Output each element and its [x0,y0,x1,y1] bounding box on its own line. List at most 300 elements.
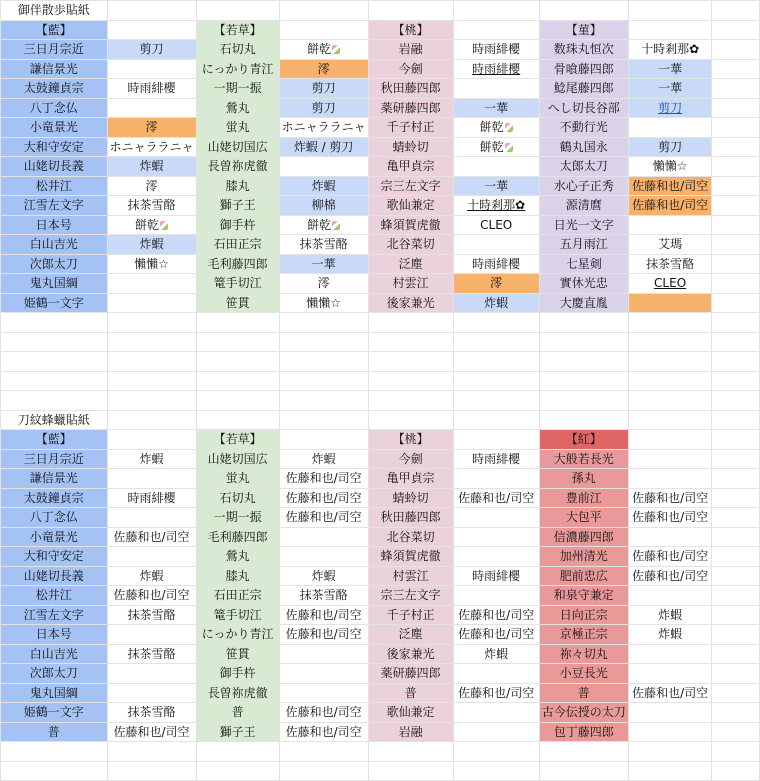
cell[interactable] [628,527,712,547]
cell[interactable] [628,20,712,40]
cell[interactable] [107,391,196,411]
cell[interactable] [1,215,108,235]
cell[interactable] [1,235,108,255]
cell[interactable] [1,293,108,313]
cell[interactable] [539,547,628,567]
cell[interactable] [1,98,108,118]
cell[interactable] [712,196,760,216]
cell[interactable] [368,157,453,177]
cell[interactable] [453,235,539,255]
cell[interactable] [712,605,760,625]
cell[interactable] [368,410,453,430]
cell[interactable] [539,391,628,411]
cell[interactable] [1,176,108,196]
cell[interactable] [107,664,196,684]
cell[interactable] [196,79,279,99]
cell[interactable] [368,488,453,508]
cell[interactable] [712,215,760,235]
cell[interactable] [107,79,196,99]
cell[interactable] [107,449,196,469]
cell[interactable] [628,352,712,372]
cell[interactable] [107,625,196,645]
cell[interactable] [453,332,539,352]
cell[interactable] [107,488,196,508]
cell[interactable] [107,469,196,489]
cell[interactable] [279,157,368,177]
cell[interactable] [107,430,196,450]
cell[interactable] [712,488,760,508]
cell[interactable] [628,176,712,196]
cell[interactable] [107,742,196,762]
cell[interactable] [368,586,453,606]
cell[interactable] [1,586,108,606]
cell[interactable] [1,488,108,508]
cell[interactable] [196,215,279,235]
cell[interactable] [1,313,108,333]
cell[interactable] [712,79,760,99]
section-title[interactable]: 御伴散歩貼紙 [1,1,108,21]
cell[interactable] [453,371,539,391]
cell[interactable] [539,59,628,79]
cell[interactable] [1,59,108,79]
cell[interactable] [1,703,108,723]
cell[interactable] [368,352,453,372]
cell[interactable] [539,683,628,703]
cell[interactable] [539,449,628,469]
cell[interactable] [628,98,712,118]
cell[interactable] [1,371,108,391]
cell[interactable] [539,469,628,489]
cell[interactable] [107,508,196,528]
cell[interactable] [453,254,539,274]
cell[interactable] [107,722,196,742]
cell[interactable] [453,469,539,489]
cell[interactable] [196,742,279,762]
cell[interactable] [1,254,108,274]
cell[interactable] [453,586,539,606]
cell[interactable] [368,605,453,625]
cell[interactable] [368,371,453,391]
cell[interactable] [453,722,539,742]
cell[interactable] [196,469,279,489]
cell[interactable] [196,293,279,313]
cell[interactable] [279,215,368,235]
cell[interactable] [279,20,368,40]
cell[interactable] [712,430,760,450]
cell[interactable] [196,508,279,528]
cell[interactable] [196,703,279,723]
cell[interactable] [712,254,760,274]
cell[interactable] [196,391,279,411]
cell[interactable] [453,40,539,60]
cell[interactable] [628,722,712,742]
cell[interactable] [453,274,539,294]
cell[interactable] [712,176,760,196]
cell[interactable] [107,40,196,60]
cell[interactable] [196,352,279,372]
cell[interactable] [628,742,712,762]
cell[interactable] [368,79,453,99]
cell[interactable] [107,547,196,567]
cell[interactable] [196,196,279,216]
cell[interactable] [628,371,712,391]
cell[interactable] [279,683,368,703]
cell[interactable] [453,118,539,138]
cell[interactable] [107,59,196,79]
cell[interactable] [1,449,108,469]
cell[interactable] [453,1,539,21]
cell[interactable] [196,722,279,742]
cell[interactable] [279,722,368,742]
cell[interactable] [628,40,712,60]
cell[interactable] [453,644,539,664]
cell[interactable] [107,137,196,157]
cell[interactable] [368,215,453,235]
cell[interactable] [453,293,539,313]
cell[interactable] [539,488,628,508]
cell[interactable] [453,625,539,645]
cell[interactable] [453,410,539,430]
cell[interactable] [628,488,712,508]
cell[interactable] [368,761,453,781]
cell[interactable] [1,508,108,528]
cell[interactable] [196,118,279,138]
cell[interactable] [368,469,453,489]
cell[interactable] [368,508,453,528]
cell[interactable] [368,176,453,196]
cell[interactable] [712,293,760,313]
cell[interactable] [196,586,279,606]
cell[interactable] [1,391,108,411]
cell[interactable] [628,508,712,528]
cell[interactable] [539,410,628,430]
cell[interactable] [628,196,712,216]
cell[interactable] [539,215,628,235]
section-title[interactable]: 刀紋蜂蠟貼紙 [1,410,108,430]
cell[interactable] [196,176,279,196]
cell[interactable] [368,547,453,567]
cell[interactable] [196,40,279,60]
cell[interactable] [453,430,539,450]
cell[interactable] [628,430,712,450]
cell[interactable] [196,313,279,333]
cell[interactable] [712,371,760,391]
cell[interactable] [1,118,108,138]
cell[interactable] [453,664,539,684]
cell[interactable] [368,274,453,294]
cell[interactable] [712,118,760,138]
cell[interactable] [539,722,628,742]
cell[interactable] [628,644,712,664]
cell[interactable] [453,176,539,196]
cell[interactable] [539,625,628,645]
cell[interactable] [628,332,712,352]
cell[interactable] [628,761,712,781]
cell[interactable] [1,430,108,450]
cell[interactable] [628,605,712,625]
cell[interactable] [279,40,368,60]
cell[interactable] [368,664,453,684]
cell[interactable] [196,332,279,352]
cell[interactable] [1,137,108,157]
cell[interactable] [628,566,712,586]
cell[interactable] [279,196,368,216]
cell[interactable] [279,176,368,196]
cell[interactable] [1,644,108,664]
cell[interactable] [712,1,760,21]
cell[interactable] [539,20,628,40]
cell[interactable] [628,274,712,294]
cell[interactable] [279,59,368,79]
cell[interactable] [1,664,108,684]
cell[interactable] [712,742,760,762]
cell[interactable] [107,274,196,294]
cell[interactable] [539,313,628,333]
cell[interactable] [107,644,196,664]
cell[interactable] [712,683,760,703]
cell[interactable] [279,410,368,430]
cell[interactable] [712,40,760,60]
cell[interactable] [196,274,279,294]
cell[interactable] [196,644,279,664]
cell[interactable] [453,137,539,157]
cell[interactable] [453,703,539,723]
cell[interactable] [453,605,539,625]
cell[interactable] [628,79,712,99]
cell[interactable] [453,527,539,547]
cell[interactable] [628,469,712,489]
cell[interactable] [712,59,760,79]
cell[interactable] [628,625,712,645]
cell[interactable] [107,761,196,781]
cell[interactable] [539,703,628,723]
cell[interactable] [628,254,712,274]
cell[interactable] [1,722,108,742]
cell[interactable] [107,332,196,352]
cell[interactable] [628,313,712,333]
cell[interactable] [453,391,539,411]
cell[interactable] [712,449,760,469]
cell[interactable] [628,547,712,567]
cell[interactable] [279,254,368,274]
cell[interactable] [196,625,279,645]
cell[interactable] [628,118,712,138]
cell[interactable] [539,586,628,606]
cell[interactable] [279,118,368,138]
cell[interactable] [539,430,628,450]
cell[interactable] [279,664,368,684]
cell[interactable] [539,566,628,586]
cell[interactable] [196,254,279,274]
cell[interactable] [107,196,196,216]
cell[interactable] [196,761,279,781]
cell[interactable] [453,547,539,567]
cell[interactable] [628,215,712,235]
cell[interactable] [107,293,196,313]
cell[interactable] [107,313,196,333]
cell[interactable] [107,410,196,430]
cell[interactable] [1,761,108,781]
cell[interactable] [107,157,196,177]
cell[interactable] [368,59,453,79]
cell[interactable] [279,371,368,391]
cell[interactable] [279,235,368,255]
cell[interactable] [1,157,108,177]
cell[interactable] [628,1,712,21]
cell[interactable] [712,157,760,177]
cell[interactable] [539,761,628,781]
cell[interactable] [107,703,196,723]
cell[interactable] [196,98,279,118]
cell[interactable] [628,586,712,606]
cell[interactable] [712,137,760,157]
cell[interactable] [1,742,108,762]
cell[interactable] [279,566,368,586]
cell[interactable] [628,410,712,430]
cell[interactable] [1,469,108,489]
cell[interactable] [712,235,760,255]
cell[interactable] [279,449,368,469]
cell[interactable] [196,683,279,703]
cell[interactable] [539,1,628,21]
cell[interactable] [279,313,368,333]
cell[interactable] [368,313,453,333]
cell[interactable] [279,391,368,411]
cell[interactable] [628,157,712,177]
cell[interactable] [628,449,712,469]
cell[interactable] [368,742,453,762]
cell[interactable] [453,352,539,372]
cell[interactable] [368,625,453,645]
cell[interactable] [279,586,368,606]
cell[interactable] [279,605,368,625]
cell[interactable] [368,1,453,21]
cell[interactable] [712,332,760,352]
cell[interactable] [628,59,712,79]
cell[interactable] [107,1,196,21]
cell[interactable] [196,20,279,40]
cell[interactable] [368,566,453,586]
cell[interactable] [107,527,196,547]
cell[interactable] [368,722,453,742]
cell[interactable] [279,742,368,762]
cell[interactable] [1,332,108,352]
cell[interactable] [279,527,368,547]
cell[interactable] [368,527,453,547]
cell[interactable] [107,605,196,625]
cell[interactable] [107,586,196,606]
cell[interactable] [628,703,712,723]
cell[interactable] [539,176,628,196]
cell[interactable] [539,644,628,664]
cell[interactable] [712,469,760,489]
cell[interactable] [712,391,760,411]
cell[interactable] [453,683,539,703]
cell[interactable] [453,761,539,781]
cell[interactable] [279,625,368,645]
cell[interactable] [196,371,279,391]
cell[interactable] [368,235,453,255]
cell[interactable] [712,586,760,606]
cell[interactable] [196,430,279,450]
cell[interactable] [539,527,628,547]
cell[interactable] [712,410,760,430]
cell[interactable] [368,196,453,216]
cell[interactable] [279,79,368,99]
cell[interactable] [279,1,368,21]
cell[interactable] [453,313,539,333]
cell[interactable] [1,79,108,99]
cell[interactable] [368,449,453,469]
cell[interactable] [453,98,539,118]
cell[interactable] [196,547,279,567]
cell[interactable] [712,664,760,684]
cell[interactable] [453,157,539,177]
cell[interactable] [107,566,196,586]
cell[interactable] [196,59,279,79]
cell[interactable] [453,566,539,586]
cell[interactable] [279,430,368,450]
cell[interactable] [628,293,712,313]
cell[interactable] [539,664,628,684]
cell[interactable] [279,274,368,294]
cell[interactable] [196,1,279,21]
cell[interactable] [279,761,368,781]
cell[interactable] [368,644,453,664]
cell[interactable] [279,137,368,157]
cell[interactable] [107,371,196,391]
cell[interactable] [368,332,453,352]
cell[interactable] [1,352,108,372]
cell[interactable] [453,20,539,40]
cell[interactable] [107,118,196,138]
cell[interactable] [368,254,453,274]
cell[interactable] [712,98,760,118]
cell[interactable] [279,703,368,723]
cell[interactable] [712,566,760,586]
cell[interactable] [196,157,279,177]
cell[interactable] [453,508,539,528]
cell[interactable] [712,527,760,547]
cell[interactable] [712,644,760,664]
cell[interactable] [107,215,196,235]
cell[interactable] [1,566,108,586]
cell[interactable] [1,196,108,216]
cell[interactable] [368,137,453,157]
cell[interactable] [453,449,539,469]
cell[interactable] [628,664,712,684]
cell[interactable] [628,683,712,703]
cell[interactable] [712,352,760,372]
cell[interactable] [1,40,108,60]
cell[interactable] [1,625,108,645]
cell[interactable] [539,332,628,352]
cell[interactable] [196,664,279,684]
cell[interactable] [1,547,108,567]
cell[interactable] [368,40,453,60]
cell[interactable] [539,98,628,118]
cell[interactable] [1,683,108,703]
cell[interactable] [539,118,628,138]
cell[interactable] [628,137,712,157]
cell[interactable] [279,332,368,352]
cell[interactable] [539,254,628,274]
cell[interactable] [712,722,760,742]
cell[interactable] [107,98,196,118]
cell[interactable] [539,352,628,372]
cell[interactable] [279,488,368,508]
cell[interactable] [712,625,760,645]
